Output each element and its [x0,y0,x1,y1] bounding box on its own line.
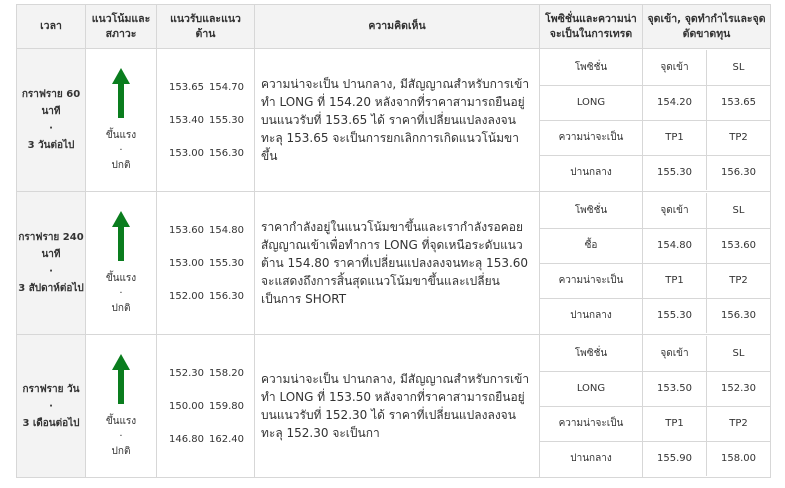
resistance-value: 158.20 [209,367,244,379]
levels-cell [157,192,255,335]
tp2-value: 156.30 [721,167,756,179]
tp2-label: TP2 [707,263,771,298]
resistance-value: 155.30 [209,257,244,269]
level-pair [169,390,254,423]
horizon-label: 3 สัปดาห์ต่อไป [18,283,84,294]
horizon-label: 3 เดือนต่อไป [22,417,80,429]
comment-cell: ความน่าจะเป็น ปานกลาง, มีสัญญาณสำหรับการเข้าทำ LONG ที่ 154.20 หลังจากที่ราคาสามารถยืนอยู่บนแนวรับที่ 153.65 ได้ ราคาที่เปลี่ยนแปลงลงจนทะลุ 153.65 จะเป็นการยกเลิกการเกิดแนวโน้มขาขึ้น [255,49,540,192]
sl-label: SL [707,193,771,228]
entry-label: จุดเข้า [643,336,707,371]
support-value: 146.80 [169,433,204,445]
up-arrow-icon [112,354,130,404]
trend-cell [86,192,157,335]
tp2-label: TP2 [707,120,771,155]
condition-label: ปกติ [111,159,131,171]
timeframe-cell [17,335,86,478]
resistance-value: 159.80 [209,400,244,412]
resistance-value: 156.30 [209,147,244,159]
up-arrow-icon [112,68,130,118]
sl-label: SL [707,50,771,85]
table-row [17,335,771,478]
probability-value: ปานกลาง [570,167,612,179]
timeframe-cell [17,49,86,192]
position-cell [540,192,643,335]
header-position: โพซิชั่นและความน่าจะเป็นในการเทรด [540,5,643,49]
position-cell [540,335,643,478]
probability-value: ปานกลาง [570,453,612,465]
timeframe-label: กราฟราย วัน [22,383,80,395]
trend-dot: · [119,430,123,442]
support-value: 153.00 [169,147,204,159]
levels-cell [157,335,255,478]
timeframe-label: กราฟราย 60 นาที [21,89,81,117]
sl-value: 153.60 [707,228,771,263]
level-pair [169,423,254,456]
trend-label: ขึ้นแรง [105,415,137,427]
trend-dot: · [119,287,123,299]
points-cell [643,335,771,478]
tp2-label: TP2 [707,406,771,441]
levels-cell [157,49,255,192]
timeframe-dot: · [49,400,53,412]
sl-label: SL [707,336,771,371]
up-arrow-icon [112,211,130,261]
support-value: 153.00 [169,257,204,269]
tp2-value: 158.00 [721,453,756,465]
level-pair [169,357,254,390]
tp1-value: 155.30 [643,155,707,190]
position-value: LONG [540,371,642,406]
support-value: 152.00 [169,290,204,302]
timeframe-label: กราฟราย 240 นาที [18,232,84,260]
level-pair [169,71,254,104]
comment-cell: ความน่าจะเป็น ปานกลาง, มีสัญญาณสำหรับการเข้าทำ LONG ที่ 153.50 หลังจากที่ราคาสามารถยืนอยู่บนแนวรับที่ 152.30 ได้ ราคาที่เปลี่ยนแปลงลงจนทะลุ 152.30 จะเป็นกา [255,335,540,478]
support-value: 153.65 [169,81,204,93]
tp1-label: TP1 [643,120,707,155]
condition-label: ปกติ [111,302,131,314]
probability-label: ความน่าจะเป็น [540,120,642,155]
resistance-value: 154.70 [209,81,244,93]
level-pair [169,214,254,247]
support-value: 153.40 [169,114,204,126]
trend-label: ขึ้นแรง [105,272,137,284]
header-time: เวลา [17,5,86,49]
level-pair [169,104,254,137]
points-cell [643,49,771,192]
resistance-value: 154.80 [209,224,244,236]
tp1-value: 155.90 [643,441,707,476]
header-trend: แนวโน้มและสภาวะ [86,5,157,49]
horizon-label: 3 วันต่อไป [27,140,75,151]
entry-value: 153.50 [643,371,707,406]
entry-value: 154.20 [643,85,707,120]
resistance-value: 162.40 [209,433,244,445]
timeframe-dot: · [49,266,53,277]
probability-value: ปานกลาง [570,310,612,322]
header-comment: ความคิดเห็น [255,5,540,49]
comment-cell: ราคากำลังอยู่ในแนวโน้มขาขึ้นและเรากำลังรอคอยสัญญาณเข้าเพื่อทำการ LONG ที่จุดเหนือระดับแนวต้าน 154.80 ราคาที่เปลี่ยนแปลงลงจนทะลุ 153.60 จะแสดงถึงการสิ้นสุดแนวโน้มขาขึ้นและเปลี่ยนเป็นการ SHORT [255,192,540,335]
tp1-label: TP1 [643,263,707,298]
level-pair [169,137,254,170]
trend-label: ขึ้นแรง [105,129,137,141]
points-cell [643,192,771,335]
header-points: จุดเข้า, จุดทำกำไรและจุดตัดขาดทุน [643,5,771,49]
position-value: LONG [540,85,642,120]
level-pair [169,247,254,280]
timeframe-cell [17,192,86,335]
position-value: ซื้อ [540,228,642,263]
sl-value: 153.65 [707,85,771,120]
trend-cell [86,335,157,478]
sl-value: 152.30 [707,371,771,406]
position-label: โพซิชั่น [540,50,642,85]
resistance-value: 156.30 [209,290,244,302]
trend-dot: · [119,144,123,156]
probability-label: ความน่าจะเป็น [540,406,642,441]
timeframe-dot: · [49,123,53,134]
tp2-value: 156.30 [721,310,756,322]
tp1-label: TP1 [643,406,707,441]
resistance-value: 155.30 [209,114,244,126]
support-value: 150.00 [169,400,204,412]
table-row [17,49,771,192]
position-cell [540,49,643,192]
tp1-value: 155.30 [643,298,707,333]
entry-value: 154.80 [643,228,707,263]
position-label: โพซิชั่น [540,193,642,228]
condition-label: ปกติ [111,445,131,457]
header-levels: แนวรับและแนวต้าน [157,5,255,49]
analysis-table [16,4,771,478]
trend-cell [86,49,157,192]
level-pair [169,280,254,313]
table-row [17,192,771,335]
probability-label: ความน่าจะเป็น [540,263,642,298]
entry-label: จุดเข้า [643,193,707,228]
header-row [17,5,771,49]
support-value: 153.60 [169,224,204,236]
entry-label: จุดเข้า [643,50,707,85]
support-value: 152.30 [169,367,204,379]
position-label: โพซิชั่น [540,336,642,371]
